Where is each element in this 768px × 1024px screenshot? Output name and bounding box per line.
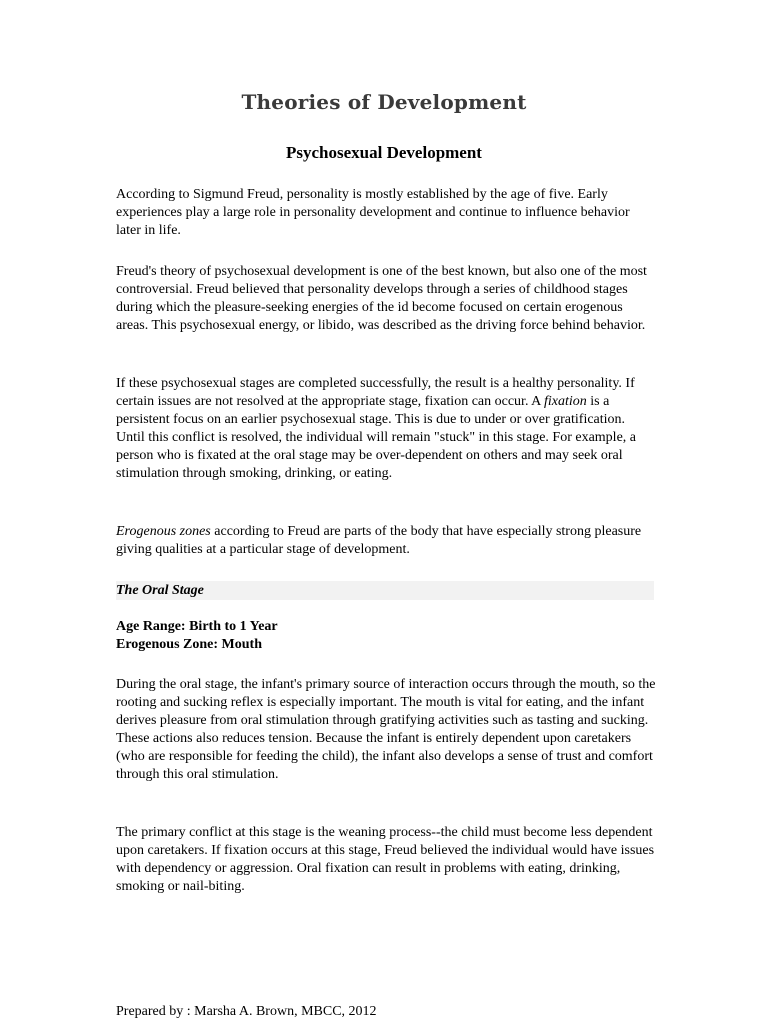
term-erogenous-zones: Erogenous zones (116, 524, 211, 539)
paragraph-primary-conflict: The primary conflict at this stage is the weaning process--the child must become less dependent upon caretakers. If fixation occurs at this stage, Freud believed the individual would have issues with dependency or aggression. Oral fixation can result in problems with eating, drinking, smoking or nail-biting. (116, 825, 655, 894)
paragraph-fixation (116, 375, 656, 483)
paragraph-intro: According to Sigmund Freud, personality is mostly established by the age of five. Early experiences play a large role in personality development and continue to influence behavior later in life. (116, 187, 630, 238)
paragraph-erogenous-zones (116, 523, 656, 559)
document-subtitle: Psychosexual Development (286, 143, 482, 162)
age-range-label: Age Range: Birth to 1 Year (116, 619, 278, 634)
section-heading-oral-stage: The Oral Stage (116, 583, 204, 598)
paragraph-theory: Freud's theory of psychosexual development is one of the best known, but also one of the most controversial. Freud believed that personality develops through a series of childhood stages during which the pleasure-seeking energies of the id become focused on certain erogenous areas. This psychosexual energy, or libido, was described as the driving force behind behavior. (116, 264, 647, 333)
paragraph-fixation-before: If these psychosexual stages are completed successfully, the result is a healthy personality. If certain issues are not resolved at the appropriate stage, fixation can occur. A (116, 376, 635, 409)
document-title: Theories of Development (241, 90, 527, 114)
term-fixation: fixation (544, 394, 587, 409)
erogenous-zone-label: Erogenous Zone: Mouth (116, 637, 262, 652)
paragraph-erogenous-after: according to Freud are parts of the body that have especially strong pleasure giving qualities at a particular stage of development. (116, 524, 642, 557)
paragraph-fixation-after: is a persistent focus on an earlier psychosexual stage. This is due to under or over gratification. Until this conflict is resolved, the individual will remain "stuck" in this stage. For example, a person who is fixated at the oral stage may be over-dependent on others and may seek oral stimulation through smoking, drinking, or eating. (116, 394, 637, 481)
paragraph-oral-stage: During the oral stage, the infant's primary source of interaction occurs through the mouth, so the rooting and sucking reflex is especially important. The mouth is vital for eating, and the infant derives pleasure from oral stimulation through gratifying activities such as tasting and sucking. These actions also reduces tension. Because the infant is entirely dependent upon caretakers (who are responsible for feeding the child), the infant also develops a sense of trust and comfort through this oral stimulation. (116, 677, 656, 782)
document-footer: Prepared by : Marsha A. Brown, MBCC, 2012 (116, 1004, 377, 1019)
